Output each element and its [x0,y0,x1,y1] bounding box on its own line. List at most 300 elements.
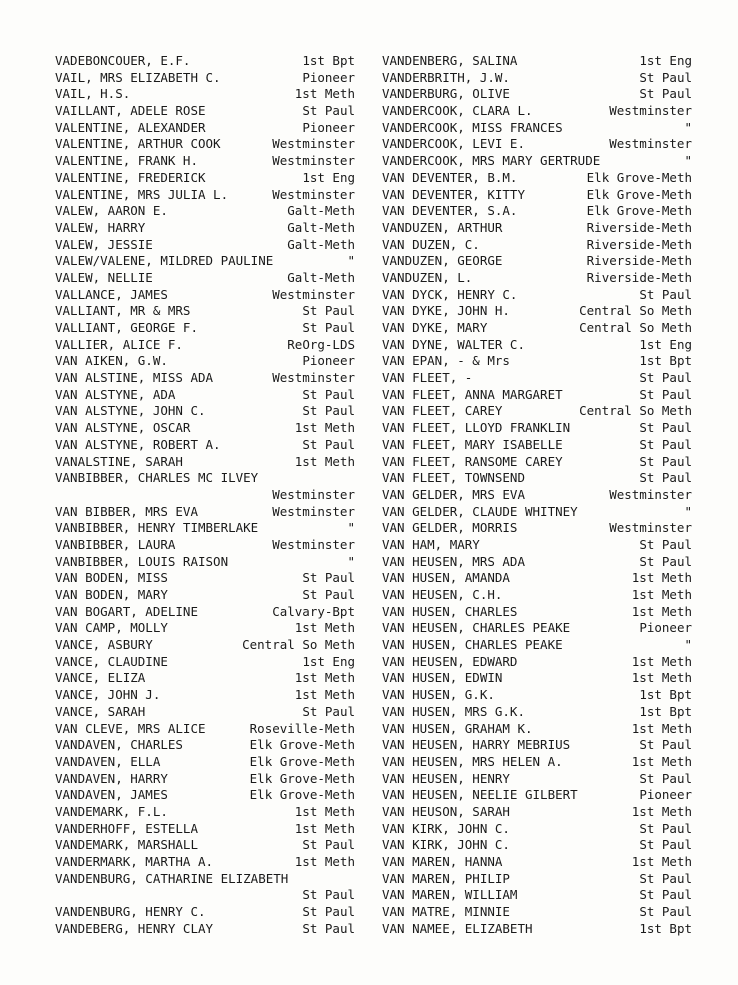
entry-row [55,670,355,687]
entry-row [55,771,355,788]
entry-row [55,454,355,471]
entry-row [382,771,692,788]
entry-name: VANBIBBER, HENRY TIMBERLAKE [55,520,259,536]
entry-church: 1st Meth [294,854,355,870]
entry-church: 1st Meth [294,620,355,636]
entry-row [55,837,355,854]
entry-name: VANDENBURG, HENRY C. [55,904,206,920]
entry-name: VANCE, ASBURY [55,637,153,653]
entry-name: VALEW, HARRY [55,219,146,235]
entry-row [55,220,355,237]
entry-row [382,887,692,904]
entry-church: St Paul [639,870,692,886]
entry-row [55,303,355,320]
entry-church: " [347,520,355,536]
entry-row [382,253,692,270]
entry-name: VAN GELDER, MRS EVA [382,486,525,502]
entry-church: St Paul [302,920,355,936]
entry-row [55,854,355,871]
entry-row [55,637,355,654]
entry-row [55,904,355,921]
entry-church: St Paul [639,820,692,836]
entry-church: St Paul [639,370,692,386]
entry-row [55,587,355,604]
entry-name: VAN ALSTYNE, OSCAR [55,420,191,436]
entry-name: VANDERBURG, OLIVE [382,86,510,102]
entry-row [55,921,355,938]
entry-church: Westminster [272,286,355,302]
entry-name: VAN HUSEN, MRS G.K. [382,703,525,719]
entry-church: Riverside-Meth [586,269,692,285]
entry-church: Elk Grove-Meth [249,737,355,753]
entry-church: " [684,637,692,653]
entry-name: VAN HEUSEN, C.H. [382,587,503,602]
entry-row [382,871,692,888]
entry-row [382,437,692,454]
entry-name: VAN MAREN, WILLIAM [382,887,518,903]
entry-church: Central So Meth [579,303,692,319]
entry-row [55,53,355,70]
entry-row [55,403,355,420]
entry-name: VAN HAM, MARY [382,536,480,552]
entry-row [55,420,355,437]
entry-row [382,537,692,554]
entry-church: Westminster [609,103,692,119]
entry-church: Roseville-Meth [249,720,355,736]
entry-church: Westminster [272,186,355,202]
entry-name: VAN FLEET, LLOYD FRANKLIN [382,420,571,436]
entry-name: VANCE, CLAUDINE [55,653,168,669]
entry-church: 1st Meth [631,587,692,602]
entry-name: VAN FLEET, MARY ISABELLE [382,436,563,452]
entry-church: St Paul [302,587,355,603]
entry-row [382,187,692,204]
entry-church: 1st Meth [294,86,355,102]
entry-church: St Paul [302,887,355,903]
entry-name: VAN HEUSEN, MRS ADA [382,553,525,569]
entry-row [55,437,355,454]
entry-name: VALLANCE, JAMES [55,286,168,302]
entry-row [55,554,355,571]
entry-name: VADEBONCOUER, E.F. [55,53,191,68]
entry-church: 1st Meth [631,854,692,869]
entry-name: VAN FLEET, TOWNSEND [382,470,525,486]
entry-church: St Paul [639,737,692,753]
entry-church: Central So Meth [242,637,355,653]
entry-name: VAN BODEN, MISS [55,570,168,586]
entry-name: VANDEBERG, HENRY CLAY [55,920,214,936]
entry-name: VAN FLEET, ANNA MARGARET [382,386,563,402]
entry-name: VALENTINE, MRS JULIA L. [55,186,229,202]
entry-row [382,620,692,637]
entry-church: St Paul [639,453,692,469]
entry-row [382,136,692,153]
entry-row [55,86,355,103]
entry-row [382,120,692,137]
entry-name: VAN ALSTINE, MISS ADA [55,370,214,386]
entry-name: VAIL, MRS ELIZABETH C. [55,69,221,85]
entry-church: 1st Meth [294,453,355,469]
entry-name: VANDERCOOK, MISS FRANCES [382,119,563,135]
entry-row [55,253,355,270]
entry-name: VAN HEUSEN, HARRY MEBRIUS [382,737,571,753]
entry-name: VAN HUSEN, GRAHAM K. [382,720,533,736]
entry-name: VAN HEUSON, SARAH [382,803,510,819]
entry-row [382,787,692,804]
entry-name: VAN DYNE, WALTER C. [382,336,525,352]
entry-row [382,203,692,220]
entry-name: VAN HEUSEN, EDWARD [382,653,518,669]
entry-church: St Paul [639,553,692,569]
entry-church: 1st Meth [294,420,355,436]
entry-church: Pioneer [639,787,692,803]
entry-row [55,136,355,153]
entry-church: " [684,153,692,169]
entry-name: VANBIBBER, LAURA [55,536,176,552]
entry-name: VAN FLEET, CAREY [382,403,503,419]
entry-name: VAN AIKEN, G.W. [55,353,168,369]
entry-church: 1st Eng [302,169,355,185]
entry-name: VAN GELDER, CLAUDE WHITNEY [382,503,578,519]
entry-church: " [684,119,692,135]
entry-name: VAN DEVENTER, B.M. [382,169,518,185]
entry-name: VANDUZEN, L. [382,269,473,285]
entry-row [55,737,355,754]
entry-church: " [347,253,355,269]
entry-church: St Paul [302,303,355,319]
entry-name: VALENTINE, ARTHUR COOK [55,136,221,152]
entry-row [55,620,355,637]
entry-church: St Paul [302,103,355,119]
entry-row [382,153,692,170]
entry-name: VANBIBBER, LOUIS RAISON [55,553,229,569]
entry-name: VANCE, ELIZA [55,670,146,686]
entry-name: VAN FLEET, - [382,370,473,386]
entry-church: 1st Meth [631,803,692,819]
entry-row [382,821,692,838]
entry-name: VALLIANT, GEORGE F. [55,320,198,335]
entry-name: VAIL, H.S. [55,86,131,102]
entry-church: Galt-Meth [287,219,355,235]
entry-church: Central So Meth [579,403,692,419]
entry-row [382,86,692,103]
entry-name: VALENTINE, FREDERICK [55,169,206,185]
entry-row [55,353,355,370]
entry-row [55,153,355,170]
entry-name: VANCE, SARAH [55,703,146,719]
entry-church: St Paul [639,69,692,85]
entry-church: Westminster [609,136,692,152]
entry-church: St Paul [639,436,692,452]
entry-row [55,103,355,120]
left-column [55,53,355,937]
entry-name: VAN HEUSEN, CHARLES PEAKE [382,620,571,636]
entry-church: 1st Meth [631,720,692,736]
entry-row [382,454,692,471]
entry-row [55,604,355,621]
entry-church: St Paul [639,386,692,402]
entry-row [382,570,692,587]
entry-name: VAN EPAN, - & Mrs [382,353,510,369]
entry-row [382,721,692,738]
entry-name: VANDUZEN, ARTHUR [382,219,503,235]
entry-row [55,287,355,304]
entry-church: 1st Bpt [639,353,692,369]
entry-row [55,520,355,537]
entry-church: Riverside-Meth [586,253,692,269]
entry-name: VANDAVEN, CHARLES [55,737,183,753]
entry-row [55,787,355,804]
entry-name: VAN NAMEE, ELIZABETH [382,920,533,936]
entry-row [382,70,692,87]
entry-church: 1st Bpt [639,920,692,936]
entry-church: St Paul [302,386,355,402]
entry-church: Westminster [272,503,355,519]
entry-church: Westminster [272,136,355,152]
entry-row [382,754,692,771]
entry-church: St Paul [639,536,692,552]
entry-name: VAN ALSTYNE, ROBERT A. [55,436,221,452]
entry-church: Riverside-Meth [586,236,692,252]
entry-name: VAN GELDER, MORRIS [382,520,518,536]
entry-name: VAN HUSEN, G.K. [382,687,495,703]
entry-row [382,654,692,671]
entry-church: 1st Meth [631,753,692,769]
entry-church: 1st Meth [631,670,692,686]
entry-row [382,270,692,287]
entry-name: VAN DYKE, MARY [382,320,488,335]
entry-row [382,704,692,721]
entry-row [382,403,692,420]
entry-row [55,570,355,587]
entry-row [382,637,692,654]
entry-row [382,337,692,354]
entry-row [55,237,355,254]
entry-name: VANDAVEN, HARRY [55,770,168,786]
entry-name: VAN BOGART, ADELINE [55,603,198,619]
entry-church: 1st Meth [631,653,692,669]
entry-church: 1st Eng [302,653,355,669]
entry-row [382,370,692,387]
entry-church: Elk Grove-Meth [586,186,692,202]
entry-name: VANDAVEN, JAMES [55,787,168,803]
entry-name: VAN HEUSEN, MRS HELEN A. [382,753,563,769]
entry-church: St Paul [639,420,692,436]
entry-church: Westminster [609,520,692,536]
entry-name: VAN KIRK, JOHN C. [382,820,510,836]
entry-church: Calvary-Bpt [272,603,355,619]
entry-row [55,537,355,554]
entry-name: VANDERCOOK, CLARA L. [382,103,533,119]
entry-name: VALEW, AARON E. [55,203,168,219]
entry-name: VAN MATRE, MINNIE [382,904,510,920]
entry-church: Elk Grove-Meth [249,770,355,786]
entry-church: 1st Meth [294,687,355,703]
entry-name: VALEW/VALENE, MILDRED PAULINE [55,253,274,269]
entry-church: St Paul [639,904,692,920]
entry-name: VAN HUSEN, CHARLES [382,603,518,619]
entry-church: Pioneer [302,119,355,135]
entry-row [382,320,692,337]
entry-row [55,704,355,721]
entry-church: 1st Meth [294,803,355,819]
entry-church: St Paul [639,86,692,102]
entry-church: St Paul [302,320,355,335]
entry-name: VALEW, NELLIE [55,269,153,285]
entry-row [382,470,692,487]
entry-church: Pioneer [639,620,692,636]
entry-church: Elk Grove-Meth [586,169,692,185]
entry-name: VAN HUSEN, AMANDA [382,570,510,586]
entry-name: VAN HEUSEN, HENRY [382,770,510,786]
entry-church: Pioneer [302,353,355,369]
entry-row [55,754,355,771]
entry-row [382,237,692,254]
entry-row [55,387,355,404]
entry-row [55,187,355,204]
entry-name: VAN KIRK, JOHN C. [382,837,510,853]
entry-church: 1st Meth [631,603,692,619]
entry-church: " [347,553,355,569]
entry-church: Central So Meth [579,320,692,335]
entry-church: 1st Bpt [639,703,692,719]
entry-church: 1st Meth [294,820,355,836]
entry-row [55,821,355,838]
entry-row [382,487,692,504]
entry-name: VANDERHOFF, ESTELLA [55,820,198,836]
entry-name: VALLIANT, MR & MRS [55,303,191,319]
entry-church: St Paul [302,837,355,853]
entry-row [382,587,692,604]
entry-row [382,287,692,304]
entry-row [55,270,355,287]
entry-church: 1st Bpt [639,687,692,703]
entry-church: 1st Eng [639,53,692,68]
entry-row [382,53,692,70]
entry-church: Westminster [272,486,355,502]
entry-row [382,604,692,621]
entry-church: St Paul [302,570,355,586]
entry-name: VANBIBBER, CHARLES MC ILVEY [55,470,259,486]
entry-church: St Paul [639,470,692,486]
entry-row [382,520,692,537]
entry-row [382,921,692,938]
entry-row [382,554,692,571]
entry-church: Elk Grove-Meth [586,203,692,219]
entry-name: VAN DYKE, JOHN H. [382,303,510,319]
entry-name: VAN FLEET, RANSOME CAREY [382,453,563,469]
entry-row [55,70,355,87]
entry-church: St Paul [639,770,692,786]
entry-name: VAN MAREN, HANNA [382,854,503,869]
entry-row [382,420,692,437]
entry-row [55,721,355,738]
entry-church: Galt-Meth [287,269,355,285]
entry-church: " [684,503,692,519]
entry-name: VAN MAREN, PHILIP [382,870,510,886]
entry-name: VAN DEVENTER, KITTY [382,186,525,202]
entry-row [382,737,692,754]
entry-row [55,654,355,671]
entry-church: Riverside-Meth [586,219,692,235]
entry-row [382,387,692,404]
entry-name: VANDENBERG, SALINA [382,53,518,68]
entry-church: Westminster [272,370,355,386]
entry-church: St Paul [639,286,692,302]
entry-church: Elk Grove-Meth [249,787,355,803]
entry-row [382,170,692,187]
entry-name: VANDEMARK, F.L. [55,803,168,819]
entry-name: VAN HUSEN, EDWIN [382,670,503,686]
entry-church: St Paul [639,887,692,903]
entry-row [382,904,692,921]
entry-church: 1st Meth [294,670,355,686]
entry-church: Westminster [609,486,692,502]
entry-church: St Paul [302,436,355,452]
entry-name: VANDENBURG, CATHARINE ELIZABETH [55,870,289,886]
entry-name: VANDAVEN, ELLA [55,753,161,769]
entry-row [55,687,355,704]
entry-row [382,804,692,821]
right-column [382,53,692,937]
entry-church: Westminster [272,536,355,552]
entry-name: VANDERBRITH, J.W. [382,69,510,85]
entry-name: VAN DYCK, HENRY C. [382,286,518,302]
entry-church: Elk Grove-Meth [249,753,355,769]
entry-name: VANDUZEN, GEORGE [382,253,503,269]
entry-church: St Paul [302,403,355,419]
entry-name: VALEW, JESSIE [55,236,153,252]
entry-church: St Paul [639,837,692,853]
entry-church: 1st Bpt [302,53,355,68]
entry-name: VAILLANT, ADELE ROSE [55,103,206,119]
entry-name: VAN ALSTYNE, ADA [55,386,176,402]
entry-name: VANDEMARK, MARSHALL [55,837,198,853]
entry-row [382,220,692,237]
entry-row [55,804,355,821]
entry-row [382,670,692,687]
entry-row [382,103,692,120]
entry-name: VANDERCOOK, LEVI E. [382,136,525,152]
entry-row [382,504,692,521]
entry-row [55,504,355,521]
entry-church: Galt-Meth [287,203,355,219]
entry-row [55,470,355,503]
entry-church: 1st Eng [639,336,692,352]
entry-row [382,837,692,854]
entry-church: St Paul [302,703,355,719]
entry-row [382,303,692,320]
entry-row [55,320,355,337]
entry-name: VANALSTINE, SARAH [55,453,183,469]
entry-name: VAN HEUSEN, NEELIE GILBERT [382,787,578,803]
entry-row [382,687,692,704]
entry-row [55,370,355,387]
entry-name: VAN DEVENTER, S.A. [382,203,518,219]
entry-name: VAN CLEVE, MRS ALICE [55,720,206,736]
entry-row [382,353,692,370]
entry-name: VAN BODEN, MARY [55,587,168,603]
entry-church: 1st Meth [631,570,692,586]
entry-name: VANDERCOOK, MRS MARY GERTRUDE [382,153,601,169]
entry-name: VAN CAMP, MOLLY [55,620,168,636]
entry-name: VANCE, JOHN J. [55,687,161,703]
entry-name: VALENTINE, FRANK H. [55,153,198,169]
entry-row [382,854,692,871]
entry-row [55,120,355,137]
entry-church: ReOrg-LDS [287,336,355,352]
entry-row [55,203,355,220]
